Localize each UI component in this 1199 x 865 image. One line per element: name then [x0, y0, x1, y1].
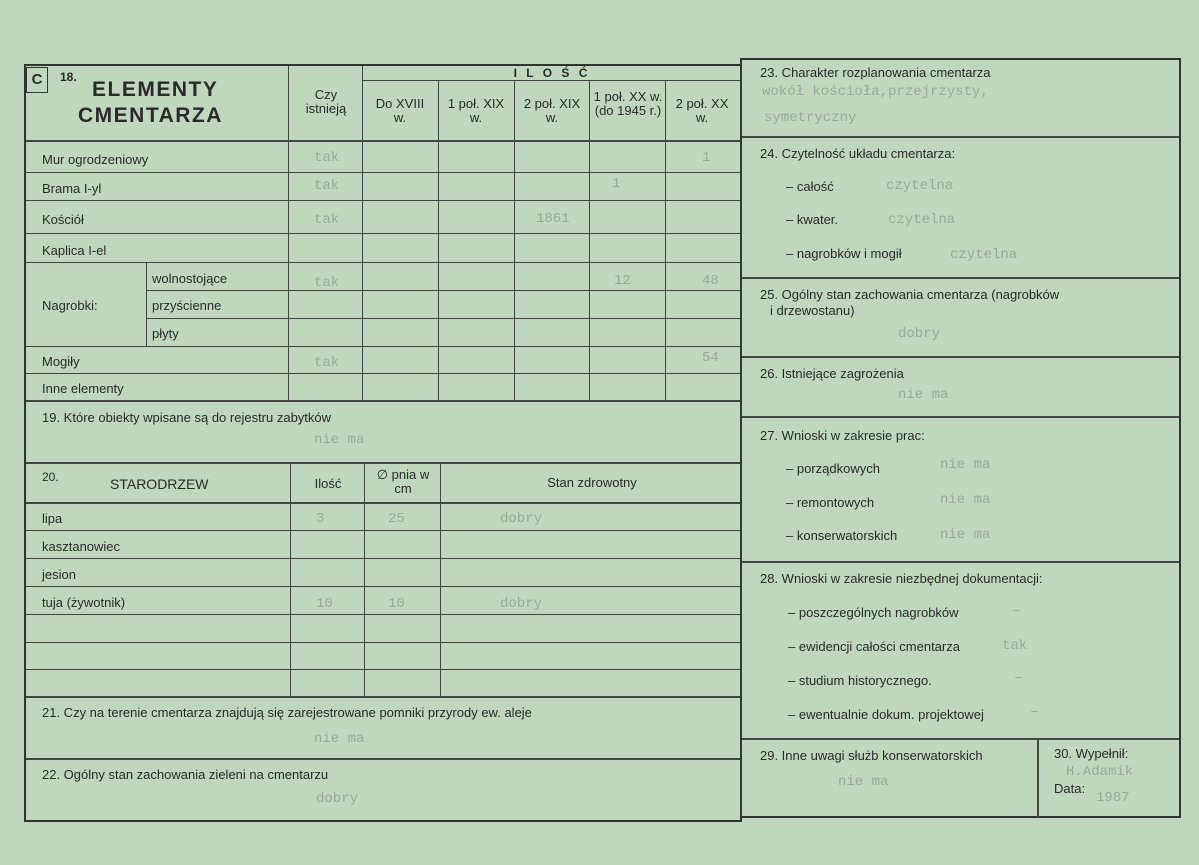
s24-label: 24. Czytelność układu cmentarza: — [760, 146, 956, 161]
line — [146, 318, 740, 319]
wolno-2xx-value: 48 — [702, 273, 719, 289]
row-inne: Inne elementy — [42, 381, 124, 396]
s29-value: nie ma — [838, 774, 889, 790]
col-2xx-header: 2 poł. XX w. — [675, 96, 729, 125]
s20-col-pnia: ∅ pnia w cm — [376, 467, 430, 496]
line — [665, 80, 666, 400]
col-1xix-header: 1 poł. XIX w. — [447, 96, 505, 125]
s24-item-kwater: – kwater. — [786, 212, 839, 227]
s20-col-stan: Stan zdrowotny — [547, 475, 637, 490]
row-mogily: Mogiły — [42, 354, 80, 369]
line — [1037, 738, 1039, 818]
s27-item-porzadkowych: – porządkowych — [786, 461, 880, 476]
col-1xx-header: 1 poł. XX w. (do 1945 r.) — [593, 89, 663, 118]
row-mur: Mur ogrodzeniowy — [42, 152, 149, 167]
s24-item-kwater-value: czytelna — [888, 212, 956, 228]
line — [26, 558, 740, 559]
line — [742, 416, 1179, 418]
s28-item-projektowej: – ewentualnie dokum. projektowej — [788, 707, 984, 722]
s25-label-2: i drzewostanu) — [770, 303, 855, 318]
tree-lipa-stan: dobry — [500, 511, 543, 527]
s30-label: 30. Wypełnił: — [1054, 746, 1129, 761]
row-przyscienne: przyścienne — [152, 298, 222, 313]
tree-jesion: jesion — [42, 567, 76, 582]
row-nagrobki: Nagrobki: — [42, 298, 98, 313]
s18-title-1: ELEMENTY — [92, 78, 219, 101]
s28-item-nagrobkow-value: – — [1012, 603, 1021, 619]
line — [26, 400, 740, 402]
col-xviii-header: Do XVIII w. — [375, 96, 425, 125]
s24-item-nagrobkow-value: czytelna — [950, 247, 1018, 263]
line — [742, 738, 1179, 740]
s24-item-nagrobkow: – nagrobków i mogił — [786, 246, 902, 261]
tree-kasztanowiec: kasztanowiec — [42, 539, 121, 554]
s28-item-ewidencji-value: tak — [1002, 638, 1028, 654]
s27-item-konserwatorskich: – konserwatorskich — [786, 528, 898, 543]
col-2xix-header: 2 poł. XIX w. — [523, 96, 581, 125]
tree-lipa-ilosc: 3 — [316, 511, 325, 527]
line — [26, 502, 740, 504]
s26-label: 26. Istniejące zagrożenia — [760, 366, 904, 381]
s27-label: 27. Wnioski w zakresie prac: — [760, 428, 925, 443]
s18-title-2: CMENTARZA — [78, 104, 223, 127]
line — [742, 136, 1179, 138]
row-plyty: płyty — [152, 326, 179, 341]
line — [26, 373, 740, 374]
section-letter: C — [31, 71, 43, 88]
line — [26, 614, 740, 615]
line — [26, 140, 740, 142]
tree-lipa: lipa — [42, 511, 63, 526]
mogily-exists-value: tak — [314, 355, 340, 371]
s28-item-ewidencji: – ewidencji całości cmentarza — [788, 639, 960, 654]
tree-tuja: tuja (żywotnik) — [42, 595, 126, 610]
brama-exists-value: tak — [314, 178, 340, 194]
s19-label: 19. Które obiekty wpisane są do rejestru zabytków — [42, 410, 332, 425]
line — [26, 586, 740, 587]
col-exists-header: Czy istnieją — [305, 87, 347, 116]
s25-label-1: 25. Ogólny stan zachowania cmentarza (nagrobków — [760, 287, 1060, 302]
line — [146, 262, 147, 346]
s28-item-studium: – studium historycznego. — [788, 673, 932, 688]
s23-value-1: wokół kościoła,przejrzysty, — [762, 84, 989, 100]
s22-label: 22. Ogólny stan zachowania zieleni na cmentarzu — [42, 767, 329, 782]
s23-label: 23. Charakter rozplanowania cmentarza — [760, 65, 991, 80]
tree-lipa-pnia: 25 — [388, 511, 405, 527]
line — [26, 696, 740, 698]
s28-item-nagrobkow: – poszczególnych nagrobków — [788, 605, 959, 620]
line — [742, 356, 1179, 358]
s23-value-2: symetryczny — [764, 110, 857, 126]
s20-col-ilosc: Ilość — [314, 476, 342, 491]
line — [742, 277, 1179, 279]
line — [589, 80, 590, 400]
s28-item-projektowej-value: – — [1030, 704, 1039, 720]
line — [26, 758, 740, 760]
kosciol-exists-value: tak — [314, 212, 340, 228]
line — [290, 462, 291, 696]
line — [742, 561, 1179, 563]
row-brama: Brama I-yl — [42, 181, 102, 196]
s28-label: 28. Wnioski w zakresie niezbędnej dokumentacji: — [760, 571, 1043, 586]
line — [26, 172, 740, 173]
s21-value: nie ma — [314, 731, 365, 747]
line — [362, 80, 740, 81]
s25-value: dobry — [898, 326, 941, 342]
wolno-exists-value: tak — [314, 275, 340, 291]
s18-number: 18. — [60, 70, 77, 84]
s22-value: dobry — [316, 791, 359, 807]
s19-value: nie ma — [314, 432, 365, 448]
row-kosciol: Kościół — [42, 212, 84, 227]
mur-2xx-value: 1 — [702, 150, 711, 166]
line — [26, 462, 740, 464]
s20-title: STARODRZEW — [110, 476, 209, 492]
line — [26, 346, 740, 347]
s26-value: nie ma — [898, 387, 949, 403]
row-kaplica: Kaplica I-el — [42, 243, 107, 258]
brama-1xx-value: 1 — [612, 176, 621, 192]
ilosc-header: I L O Ś Ć — [513, 66, 591, 80]
s24-item-calosc-value: czytelna — [886, 178, 954, 194]
s27-item-konserwatorskich-value: nie ma — [940, 527, 991, 543]
line — [26, 233, 740, 234]
line — [146, 290, 740, 291]
s21-label: 21. Czy na terenie cmentarza znajdują się zarejestrowane pomniki przyrody ew. aleje — [42, 705, 532, 720]
s29-label: 29. Inne uwagi służb konserwatorskich — [760, 748, 983, 763]
line — [364, 462, 365, 696]
line — [438, 80, 439, 400]
s30-value: H.Adamik — [1066, 764, 1134, 780]
line — [26, 669, 740, 670]
s20-number: 20. — [42, 470, 59, 484]
row-wolnostojace: wolnostojące — [152, 271, 228, 286]
line — [440, 462, 441, 696]
s27-item-porzadkowych-value: nie ma — [940, 457, 991, 473]
kosciol-2xix-value: 1861 — [536, 211, 570, 227]
s27-item-remontowych: – remontowych — [786, 495, 875, 510]
mur-exists-value: tak — [314, 150, 340, 166]
s30-date-label: Data: — [1054, 781, 1086, 796]
tree-tuja-ilosc: 10 — [316, 596, 333, 612]
line — [514, 80, 515, 400]
s27-item-remontowych-value: nie ma — [940, 492, 991, 508]
line — [26, 642, 740, 643]
s24-item-calosc: – całość — [786, 179, 834, 194]
line — [26, 200, 740, 201]
s28-item-studium-value: – — [1014, 670, 1023, 686]
s30-date: 1987 — [1096, 790, 1130, 806]
tree-tuja-pnia: 10 — [388, 596, 405, 612]
wolno-1xx-value: 12 — [614, 273, 631, 289]
mogily-2xx-value: 54 — [702, 350, 719, 366]
line — [26, 262, 740, 263]
line — [26, 530, 740, 531]
tree-tuja-stan: dobry — [500, 596, 543, 612]
